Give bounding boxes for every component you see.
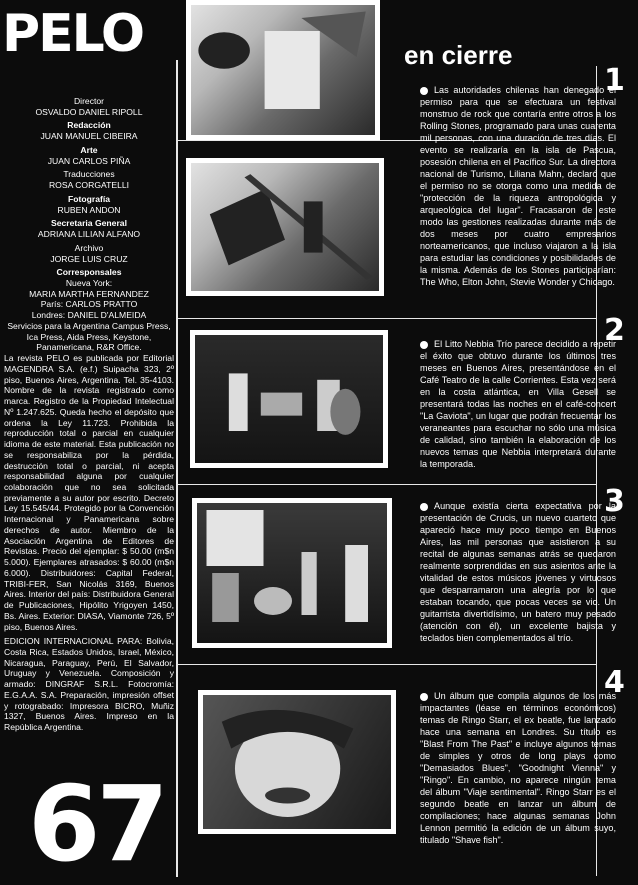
photo-stones-concert bbox=[186, 0, 380, 140]
story-number-2: 2 bbox=[604, 313, 625, 348]
magazine-logo: PELO bbox=[2, 4, 144, 64]
news-item-text: Un álbum que compila algunos de los más impactantes (léase en términos económicos) temas de Ringo Starr, el ex beatle, fue lanzado hace una semana en Londres. Su título es "Blast From The Past" e incluye algunos temas de simples y otros de long plays como "Demasiados Blues", "Goodnight Vienna" y "Ringo". En cambio, no aparece ningún tema del álbum "Viaje sentimental". Ringo Starr es el segundo beatle en lanzar un álbum de compilaciones; hace algunas semanas John Lennon permitió la edición de un álbum suyo, titulado "Shave fish". bbox=[420, 691, 616, 845]
story-number-4: 4 bbox=[604, 665, 625, 700]
credit-arte: Arte JUAN CARLOS PIÑA bbox=[47, 144, 131, 166]
photo-nebbia-trio bbox=[190, 330, 388, 468]
photo-ringo-starr bbox=[198, 690, 396, 834]
story-number-1: 1 bbox=[604, 63, 625, 98]
credit-archivo: Archivo JORGE LUIS CRUZ bbox=[50, 242, 128, 264]
bullet-icon bbox=[420, 503, 428, 511]
issue-number: 67 bbox=[28, 763, 165, 885]
credit-fotografia: Fotografía RUBEN ANDON bbox=[57, 193, 121, 215]
news-item-text: Las autoridades chilenas han denegado el permiso para que se efectuara un festival monstruo de rock que contaría entre otros a los Rolling Stones, programado para unas cuarenta mil personas, con una duración de tres días. El evento se realizaría en la isla de Pascua, posesión chilena en el Pacífico Sur. La directora nacional de Turismo, Liliana Mahn, declaró que el permiso no se otorga como una medida de "protección de la riqueza antropológica y arqueológica del lugar". Fracasaron de este modo las gestiones realizadas durante más de dos meses por cuatro empresarios norteamericanos, que incluso viajaron a la isla para estudiar las condiciones y posibilidades de la misma. Además de los Stones participarían: The Who, Elton John, Stevie Wonder y Chicago. bbox=[420, 85, 616, 287]
legal-notice: La revista PELO es publicada por Editorial MAGENDRA S.A. (e.f.) Suipacha 323, 2º piso, Buenos Aires, Argentina. Tel. 35-4103. Nombre de la revista registrado como marca. Registro de la Propiedad Intelectual Nº 1.247.625. Queda hecho el depósito que ordena la Ley 11.723. Prohibida la reproducción total o parcial en cualquier idioma de este material. Esta publicación no se responsabiliza por la pérdida, destrucción total o parcial, ni acepta responsabilidad alguna por cualquier colaboración que no sea solicitada previamente a su autor por escrito. Decreto Ley 15.545/44. Protegido por la Convención Internacional y Panamericana sobre derechos de autor. Miembro de la Asociación Argentina de Editores de Revistas. Precio del ejemplar: $ 50.00 (m$n 5.000). Ejemplares atrasados: $ 60.00 (m$n 6.000). Distribuidores: Capital Federal, TRIBI-FER, San Nicolás 3169, Buenos Aires. Interior del país: Distribuidora General de Publicaciones, Hipólito Yrigoyen 1450, Bs. Aires. Exterior: DIASA, Viamonte 726, 5º piso, Buenos Aires. bbox=[4, 353, 174, 632]
section-title: en cierre bbox=[404, 40, 513, 70]
frame-divider bbox=[176, 60, 178, 877]
credit-secretaria: Secretaria General ADRIANA LILIAN ALFANO bbox=[37, 218, 141, 240]
bullet-icon bbox=[420, 87, 428, 95]
frame-divider bbox=[178, 318, 596, 319]
photo-stones-stage bbox=[186, 158, 384, 296]
credit-corresponsales: Corresponsales Nueva York: MARIA MARTHA FERNANDEZ París: CARLOS PRATTO Londres: DANIEL D'ALMEIDA Servicios para la Argentina Campus Press, Ica Press, Aida Press, Keystone, Panamericana, R&R Office. bbox=[7, 267, 171, 353]
bullet-icon bbox=[420, 693, 428, 701]
news-item-1 bbox=[420, 84, 616, 288]
frame-divider bbox=[178, 484, 596, 485]
masthead bbox=[4, 96, 174, 733]
frame-divider bbox=[178, 664, 596, 665]
news-item-text: El Litto Nebbia Trío parece decidido a repetir el éxito que obtuvo durante los últimos tres meses en Buenos Aires, presentándose en el Café Teatro de la calle Corrientes. Esta vez será en la costa atlántica, en Villa Gesell se presentará todas las noches en el café-concert "La Gaviota", un lugar que podrán frecuentar los veraneantes para escuchar no sólo una música de calidad, sino también la elaboración de los nuevos temas que Nebbia interpretará durante la temporada. bbox=[420, 339, 616, 469]
news-item-4 bbox=[420, 690, 616, 846]
news-item-3 bbox=[420, 500, 616, 644]
story-number-3: 3 bbox=[604, 484, 625, 519]
bullet-icon bbox=[420, 341, 428, 349]
news-item-2 bbox=[420, 338, 616, 470]
international-edition: EDICION INTERNACIONAL PARA: Bolivia, Costa Rica, Estados Unidos, Israel, México, Nicaragua, Paraguay, Perú, El Salvador, Uruguay y Venezuela. Composición y armado: DINGRAF S.R.L. Fotocromía: E.G.A.A. S.A. Preparación, impresión offset y rotograbado: Impresora BICRO, Muñiz 1327, Buenos Aires. Impreso en la República Argentina. bbox=[4, 636, 174, 733]
credit-traducciones: Traducciones ROSA CORGATELLI bbox=[48, 169, 130, 191]
photo-crucis-recital bbox=[192, 498, 392, 648]
credit-director: Director OSVALDO DANIEL RIPOLL bbox=[35, 96, 143, 117]
credit-redaccion: Redacción JUAN MANUEL CIBEIRA bbox=[40, 120, 138, 142]
news-item-text: Aunque existía cierta expectativa por la presentación de Crucis, un nuevo cuarteto que apareció hace muy poco tiempo en Buenos Aires, las mil personas que asistieron a su recital de algunas semanas atrás se quedaron realmente sorprendidas en sus asientos ante la vitalidad de estos músicos jóvenes y virtuosos que desparramaron una alegría por lo que estaban tocando, que pocas veces se vio. Un guitarrista divertidísimo, un batero muy pesado (atención con él), un excelente bajista y teclados bien complementados al trío. bbox=[420, 501, 616, 643]
